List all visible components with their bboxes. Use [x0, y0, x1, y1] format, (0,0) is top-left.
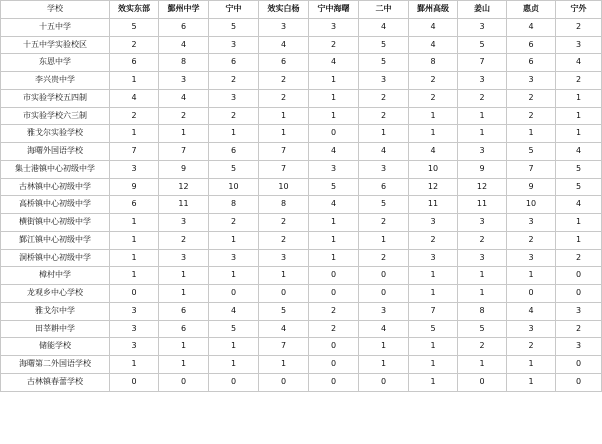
value-cell: 5 [359, 54, 409, 72]
table-row [1, 338, 602, 356]
value-cell: 9 [110, 178, 159, 196]
value-cell: 5 [209, 160, 259, 178]
school-name-cell: 市实验学校五四制 [1, 89, 110, 107]
value-cell: 1 [458, 125, 507, 143]
school-name-cell: 古林镇春蕾学校 [1, 373, 110, 391]
value-cell: 2 [259, 214, 309, 232]
value-cell: 1 [458, 285, 507, 303]
value-cell: 2 [259, 89, 309, 107]
value-cell: 3 [458, 18, 507, 36]
table-row [1, 302, 602, 320]
value-cell: 1 [209, 125, 259, 143]
value-cell: 4 [359, 18, 409, 36]
value-cell: 5 [359, 36, 409, 54]
school-name-cell: 雅戈尔实验学校 [1, 125, 110, 143]
value-cell: 5 [556, 160, 602, 178]
value-cell: 0 [309, 373, 359, 391]
value-cell: 0 [159, 373, 209, 391]
table-row [1, 285, 602, 303]
value-cell: 4 [309, 54, 359, 72]
table-row [1, 54, 602, 72]
value-cell: 1 [159, 285, 209, 303]
value-cell: 0 [556, 373, 602, 391]
value-cell: 3 [556, 36, 602, 54]
value-cell: 1 [409, 373, 458, 391]
table-row [1, 320, 602, 338]
value-cell: 1 [309, 231, 359, 249]
school-name-cell: 樟村中学 [1, 267, 110, 285]
value-cell: 4 [110, 89, 159, 107]
school-name-cell: 十五中学 [1, 18, 110, 36]
value-cell: 4 [309, 196, 359, 214]
value-cell: 3 [507, 72, 556, 90]
value-cell: 2 [309, 302, 359, 320]
value-cell: 1 [359, 125, 409, 143]
table-row [1, 214, 602, 232]
value-cell: 1 [409, 125, 458, 143]
table-row [1, 36, 602, 54]
value-cell: 0 [309, 356, 359, 374]
value-cell: 1 [409, 267, 458, 285]
value-cell: 4 [309, 143, 359, 161]
header-cell: 惠贞 [507, 1, 556, 19]
value-cell: 1 [110, 356, 159, 374]
value-cell: 4 [556, 143, 602, 161]
value-cell: 4 [409, 143, 458, 161]
value-cell: 4 [209, 302, 259, 320]
value-cell: 1 [259, 107, 309, 125]
value-cell: 10 [507, 196, 556, 214]
table-row [1, 231, 602, 249]
value-cell: 11 [458, 196, 507, 214]
value-cell: 2 [507, 338, 556, 356]
school-name-cell: 海曙第二外国语学校 [1, 356, 110, 374]
header-cell: 鄞州高级 [409, 1, 458, 19]
value-cell: 3 [507, 214, 556, 232]
value-cell: 0 [309, 338, 359, 356]
header-cell: 宁中 [209, 1, 259, 19]
value-cell: 6 [507, 54, 556, 72]
value-cell: 1 [458, 356, 507, 374]
value-cell: 3 [359, 302, 409, 320]
value-cell: 2 [159, 231, 209, 249]
value-cell: 3 [159, 249, 209, 267]
value-cell: 3 [458, 249, 507, 267]
school-name-cell: 田莘耕中学 [1, 320, 110, 338]
table-row [1, 143, 602, 161]
value-cell: 0 [556, 267, 602, 285]
value-cell: 1 [507, 373, 556, 391]
value-cell: 5 [209, 18, 259, 36]
value-cell: 1 [259, 356, 309, 374]
value-cell: 1 [110, 249, 159, 267]
header-cell: 宁外 [556, 1, 602, 19]
value-cell: 3 [409, 249, 458, 267]
value-cell: 0 [259, 373, 309, 391]
value-cell: 1 [409, 285, 458, 303]
value-cell: 7 [458, 54, 507, 72]
value-cell: 6 [159, 302, 209, 320]
header-row [1, 1, 602, 19]
value-cell: 1 [309, 72, 359, 90]
value-cell: 1 [359, 338, 409, 356]
table-row [1, 178, 602, 196]
value-cell: 1 [309, 249, 359, 267]
school-name-cell: 洞桥镇中心初级中学 [1, 249, 110, 267]
value-cell: 1 [209, 338, 259, 356]
value-cell: 8 [458, 302, 507, 320]
value-cell: 3 [507, 249, 556, 267]
value-cell: 2 [556, 18, 602, 36]
value-cell: 0 [458, 373, 507, 391]
value-cell: 5 [458, 36, 507, 54]
table-row [1, 249, 602, 267]
value-cell: 6 [209, 54, 259, 72]
value-cell: 1 [159, 338, 209, 356]
table-row [1, 89, 602, 107]
value-cell: 2 [458, 89, 507, 107]
value-cell: 3 [110, 320, 159, 338]
value-cell: 1 [359, 231, 409, 249]
header-cell: 效实白杨 [259, 1, 309, 19]
value-cell: 2 [507, 107, 556, 125]
value-cell: 2 [110, 36, 159, 54]
value-cell: 5 [556, 178, 602, 196]
value-cell: 5 [458, 320, 507, 338]
value-cell: 2 [259, 231, 309, 249]
value-cell: 4 [359, 320, 409, 338]
value-cell: 5 [409, 320, 458, 338]
value-cell: 1 [259, 125, 309, 143]
value-cell: 4 [409, 36, 458, 54]
table-row [1, 160, 602, 178]
school-name-cell: 横街镇中心初级中学 [1, 214, 110, 232]
value-cell: 3 [556, 302, 602, 320]
value-cell: 3 [259, 18, 309, 36]
value-cell: 0 [507, 285, 556, 303]
value-cell: 1 [507, 356, 556, 374]
value-cell: 0 [556, 356, 602, 374]
value-cell: 3 [458, 72, 507, 90]
value-cell: 4 [259, 36, 309, 54]
value-cell: 3 [359, 160, 409, 178]
value-cell: 6 [159, 320, 209, 338]
value-cell: 1 [507, 125, 556, 143]
value-cell: 1 [159, 125, 209, 143]
value-cell: 2 [359, 107, 409, 125]
value-cell: 3 [458, 143, 507, 161]
value-cell: 8 [159, 54, 209, 72]
table-row [1, 373, 602, 391]
value-cell: 0 [209, 285, 259, 303]
value-cell: 0 [209, 373, 259, 391]
value-cell: 4 [507, 302, 556, 320]
value-cell: 1 [159, 267, 209, 285]
value-cell: 2 [409, 231, 458, 249]
value-cell: 6 [359, 178, 409, 196]
value-cell: 2 [159, 107, 209, 125]
value-cell: 0 [309, 285, 359, 303]
value-cell: 0 [359, 373, 409, 391]
value-cell: 3 [209, 89, 259, 107]
value-cell: 2 [507, 231, 556, 249]
value-cell: 3 [259, 249, 309, 267]
value-cell: 3 [359, 72, 409, 90]
value-cell: 7 [159, 143, 209, 161]
value-cell: 4 [556, 196, 602, 214]
value-cell: 1 [458, 107, 507, 125]
value-cell: 4 [556, 54, 602, 72]
value-cell: 1 [209, 231, 259, 249]
value-cell: 0 [309, 125, 359, 143]
value-cell: 1 [309, 214, 359, 232]
school-name-cell: 龙观乡中心学校 [1, 285, 110, 303]
value-cell: 10 [259, 178, 309, 196]
value-cell: 1 [507, 267, 556, 285]
value-cell: 6 [159, 18, 209, 36]
school-name-cell: 市实验学校六三制 [1, 107, 110, 125]
school-name-cell: 雅戈尔中学 [1, 302, 110, 320]
value-cell: 1 [458, 267, 507, 285]
value-cell: 9 [159, 160, 209, 178]
value-cell: 3 [458, 214, 507, 232]
value-cell: 3 [309, 160, 359, 178]
table-row [1, 267, 602, 285]
header-cell: 学校 [1, 1, 110, 19]
value-cell: 7 [259, 143, 309, 161]
value-cell: 5 [309, 178, 359, 196]
value-cell: 1 [110, 231, 159, 249]
value-cell: 7 [507, 160, 556, 178]
value-cell: 11 [409, 196, 458, 214]
value-cell: 4 [409, 18, 458, 36]
value-cell: 2 [556, 249, 602, 267]
value-cell: 1 [556, 125, 602, 143]
school-name-cell: 东恩中学 [1, 54, 110, 72]
value-cell: 0 [259, 285, 309, 303]
value-cell: 5 [507, 143, 556, 161]
value-cell: 6 [110, 196, 159, 214]
value-cell: 3 [507, 320, 556, 338]
table-row [1, 356, 602, 374]
value-cell: 3 [110, 160, 159, 178]
value-cell: 2 [458, 231, 507, 249]
value-cell: 2 [556, 320, 602, 338]
value-cell: 4 [159, 89, 209, 107]
value-cell: 4 [507, 18, 556, 36]
value-cell: 4 [159, 36, 209, 54]
value-cell: 7 [259, 160, 309, 178]
value-cell: 5 [110, 18, 159, 36]
value-cell: 1 [209, 356, 259, 374]
value-cell: 5 [359, 196, 409, 214]
value-cell: 9 [458, 160, 507, 178]
school-name-cell: 古林镇中心初级中学 [1, 178, 110, 196]
value-cell: 0 [110, 285, 159, 303]
value-cell: 2 [359, 214, 409, 232]
value-cell: 4 [259, 320, 309, 338]
value-cell: 2 [309, 320, 359, 338]
value-cell: 3 [556, 338, 602, 356]
value-cell: 3 [110, 302, 159, 320]
table-row [1, 125, 602, 143]
value-cell: 7 [110, 143, 159, 161]
value-cell: 1 [309, 107, 359, 125]
value-cell: 0 [359, 285, 409, 303]
value-cell: 11 [159, 196, 209, 214]
value-cell: 6 [110, 54, 159, 72]
school-name-cell: 十五中学实验校区 [1, 36, 110, 54]
school-name-cell: 集士港镇中心初级中学 [1, 160, 110, 178]
value-cell: 1 [556, 214, 602, 232]
value-cell: 0 [110, 373, 159, 391]
table-row [1, 72, 602, 90]
value-cell: 1 [159, 356, 209, 374]
value-cell: 4 [359, 143, 409, 161]
value-cell: 2 [110, 107, 159, 125]
value-cell: 10 [209, 178, 259, 196]
value-cell: 1 [110, 125, 159, 143]
value-cell: 2 [359, 89, 409, 107]
table-row [1, 107, 602, 125]
value-cell: 1 [409, 338, 458, 356]
value-cell: 0 [556, 285, 602, 303]
value-cell: 1 [556, 231, 602, 249]
school-name-cell: 储能学校 [1, 338, 110, 356]
header-cell: 效实东部 [110, 1, 159, 19]
value-cell: 8 [409, 54, 458, 72]
value-cell: 6 [259, 54, 309, 72]
value-cell: 2 [409, 72, 458, 90]
value-cell: 10 [409, 160, 458, 178]
value-cell: 2 [359, 249, 409, 267]
value-cell: 1 [209, 267, 259, 285]
school-name-cell: 鄞江镇中心初级中学 [1, 231, 110, 249]
value-cell: 3 [209, 36, 259, 54]
value-cell: 3 [409, 214, 458, 232]
value-cell: 8 [209, 196, 259, 214]
value-cell: 2 [259, 72, 309, 90]
value-cell: 3 [159, 72, 209, 90]
value-cell: 2 [458, 338, 507, 356]
value-cell: 3 [159, 214, 209, 232]
value-cell: 1 [409, 356, 458, 374]
header-cell: 宁中海曙 [309, 1, 359, 19]
value-cell: 0 [309, 267, 359, 285]
value-cell: 12 [409, 178, 458, 196]
value-cell: 1 [409, 107, 458, 125]
value-cell: 1 [110, 214, 159, 232]
header-cell: 二中 [359, 1, 409, 19]
value-cell: 2 [209, 214, 259, 232]
value-cell: 6 [209, 143, 259, 161]
header-cell: 鄞州中学 [159, 1, 209, 19]
value-cell: 7 [409, 302, 458, 320]
value-cell: 9 [507, 178, 556, 196]
value-cell: 2 [409, 89, 458, 107]
value-cell: 1 [556, 107, 602, 125]
value-cell: 1 [259, 267, 309, 285]
value-cell: 12 [458, 178, 507, 196]
value-cell: 1 [309, 89, 359, 107]
value-cell: 2 [507, 89, 556, 107]
value-cell: 8 [259, 196, 309, 214]
value-cell: 5 [259, 302, 309, 320]
value-cell: 2 [309, 36, 359, 54]
school-name-cell: 海曙外国语学校 [1, 143, 110, 161]
header-cell: 姜山 [458, 1, 507, 19]
table-row [1, 18, 602, 36]
table-row [1, 196, 602, 214]
value-cell: 1 [556, 89, 602, 107]
value-cell: 2 [209, 72, 259, 90]
value-cell: 12 [159, 178, 209, 196]
value-cell: 1 [110, 267, 159, 285]
value-cell: 3 [309, 18, 359, 36]
value-cell: 1 [359, 356, 409, 374]
value-cell: 2 [209, 107, 259, 125]
value-cell: 5 [209, 320, 259, 338]
school-name-cell: 李兴贵中学 [1, 72, 110, 90]
value-cell: 6 [507, 36, 556, 54]
school-name-cell: 高桥镇中心初级中学 [1, 196, 110, 214]
value-cell: 0 [359, 267, 409, 285]
value-cell: 3 [209, 249, 259, 267]
value-cell: 1 [110, 72, 159, 90]
value-cell: 7 [259, 338, 309, 356]
value-cell: 3 [110, 338, 159, 356]
value-cell: 2 [556, 72, 602, 90]
